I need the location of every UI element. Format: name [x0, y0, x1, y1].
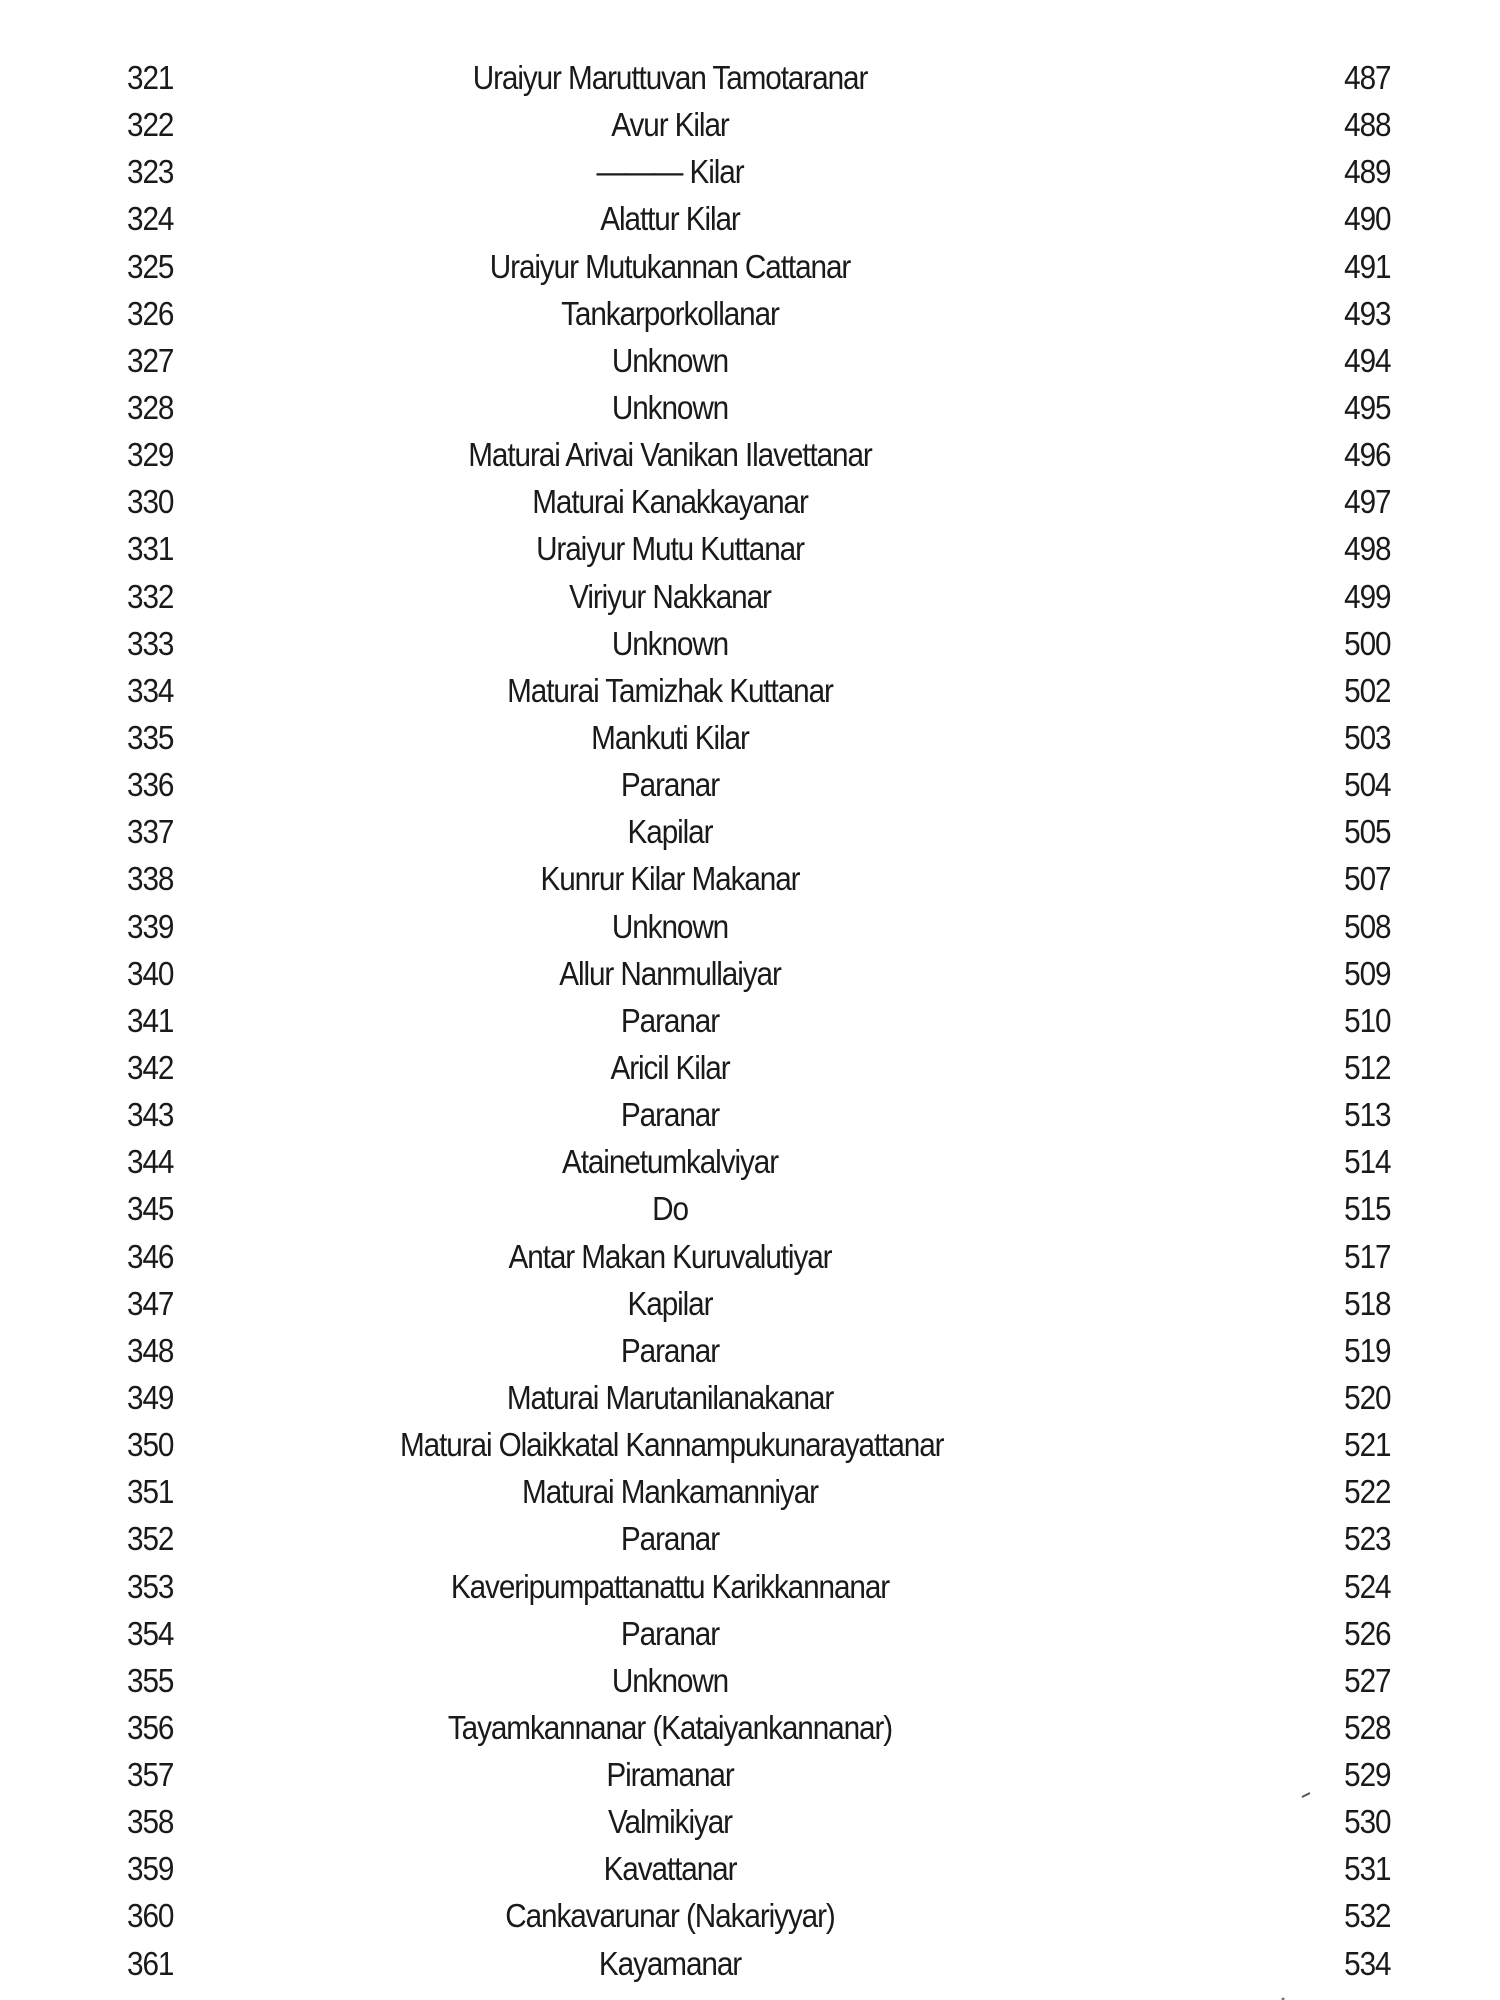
- poem-number: 340: [127, 954, 174, 992]
- page-number: 497: [1343, 483, 1390, 521]
- author-name: Paranar: [620, 1614, 720, 1652]
- author-name: ——— Kilar: [596, 153, 744, 191]
- table-row: [0, 667, 1500, 714]
- author-name: Uraiyur Mutukannan Cattanar: [489, 247, 851, 285]
- author-name: Kunrur Kilar Makanar: [540, 860, 800, 898]
- poem-number: 346: [127, 1237, 174, 1275]
- table-row: [0, 195, 1500, 242]
- author-name: Kaveripumpattanattu Karikkannanar: [450, 1567, 890, 1605]
- author-name: Mankuti Kilar: [591, 718, 749, 756]
- author-name: Aricil Kilar: [610, 1048, 730, 1086]
- poem-number: 330: [127, 483, 174, 521]
- table-row: [0, 1704, 1500, 1751]
- table-row: [0, 903, 1500, 950]
- poem-number: 352: [127, 1520, 174, 1558]
- author-name: Cankavarunar (Nakariyyar): [505, 1897, 835, 1935]
- author-name: Tankarporkollanar: [561, 294, 779, 332]
- table-row: [0, 290, 1500, 337]
- table-row: [0, 243, 1500, 290]
- table-row: [0, 1138, 1500, 1185]
- table-row: [0, 855, 1500, 902]
- table-row: [0, 1327, 1500, 1374]
- poem-number: 358: [127, 1803, 174, 1841]
- author-name: Do: [652, 1190, 688, 1228]
- page-number: 493: [1343, 294, 1390, 332]
- page-number: 504: [1343, 766, 1390, 804]
- page-number: 522: [1343, 1473, 1390, 1511]
- table-row: [0, 1940, 1500, 1987]
- author-name: Maturai Mankamanniyar: [522, 1473, 818, 1511]
- table-row: [0, 1845, 1500, 1892]
- table-row: [0, 1563, 1500, 1610]
- page-number: 523: [1343, 1520, 1390, 1558]
- page-number: 534: [1343, 1944, 1390, 1982]
- poem-number: 324: [127, 200, 174, 238]
- author-name: Avur Kilar: [611, 106, 729, 144]
- table-row: [0, 761, 1500, 808]
- table-row: [0, 431, 1500, 478]
- page-number: 509: [1343, 954, 1390, 992]
- author-name: Allur Nanmullaiyar: [559, 954, 781, 992]
- page-number: 508: [1343, 907, 1390, 945]
- author-name: Tayamkannanar (Kataiyankannanar): [447, 1708, 893, 1746]
- author-name: Viriyur Nakkanar: [569, 577, 771, 615]
- poem-number: 322: [127, 106, 174, 144]
- page-number: 521: [1343, 1426, 1390, 1464]
- author-name: Uraiyur Maruttuvan Tamotaranar: [472, 59, 868, 96]
- table-row: [0, 1798, 1500, 1845]
- poem-number: 323: [127, 153, 174, 191]
- page-number: 505: [1343, 813, 1390, 851]
- page-number: 528: [1343, 1708, 1390, 1746]
- table-row: [0, 573, 1500, 620]
- poem-number: 357: [127, 1756, 174, 1794]
- page-number: 526: [1343, 1614, 1390, 1652]
- poem-number: 348: [127, 1331, 174, 1369]
- poem-number: 328: [127, 388, 174, 426]
- page-number: 519: [1343, 1331, 1390, 1369]
- poem-number: 338: [127, 860, 174, 898]
- poem-author-index-table: [0, 54, 1500, 1987]
- author-name: Paranar: [620, 1001, 720, 1039]
- author-name: Kapilar: [627, 813, 713, 851]
- page-number: 520: [1343, 1378, 1390, 1416]
- poem-number: 331: [127, 530, 174, 568]
- table-row: [0, 1610, 1500, 1657]
- table-row: [0, 620, 1500, 667]
- author-name: Alattur Kilar: [600, 200, 740, 238]
- poem-number: 336: [127, 766, 174, 804]
- page-number: 524: [1343, 1567, 1390, 1605]
- author-name: Maturai Arivai Vanikan Ilavettanar: [468, 436, 872, 474]
- author-name: Kavattanar: [603, 1850, 737, 1888]
- author-name: Antar Makan Kuruvalutiyar: [508, 1237, 832, 1275]
- page-number: 491: [1343, 247, 1390, 285]
- poem-number: 341: [127, 1001, 174, 1039]
- page-number: 489: [1343, 153, 1390, 191]
- poem-number: 337: [127, 813, 174, 851]
- table-row: [0, 101, 1500, 148]
- poem-number: 321: [127, 59, 174, 96]
- page-number: 488: [1343, 106, 1390, 144]
- poem-number: 355: [127, 1661, 174, 1699]
- author-name: Kapilar: [627, 1284, 713, 1322]
- author-name: Unknown: [611, 341, 729, 379]
- author-name: Paranar: [620, 766, 720, 804]
- table-row: [0, 1515, 1500, 1562]
- page-number: 502: [1343, 671, 1390, 709]
- page-number: 513: [1343, 1096, 1390, 1134]
- table-row: [0, 478, 1500, 525]
- page-number: 495: [1343, 388, 1390, 426]
- page-number: 500: [1343, 624, 1390, 662]
- page-number: 496: [1343, 436, 1390, 474]
- table-row: [0, 525, 1500, 572]
- table-row: [0, 148, 1500, 195]
- page-number: 532: [1343, 1897, 1390, 1935]
- poem-number: 345: [127, 1190, 174, 1228]
- page-number: 527: [1343, 1661, 1390, 1699]
- poem-number: 347: [127, 1284, 174, 1322]
- poem-number: 354: [127, 1614, 174, 1652]
- poem-number: 343: [127, 1096, 174, 1134]
- author-name: Unknown: [611, 1661, 729, 1699]
- poem-number: 342: [127, 1048, 174, 1086]
- poem-number: 344: [127, 1143, 174, 1181]
- author-name: Maturai Tamizhak Kuttanar: [507, 671, 833, 709]
- poem-number: 334: [127, 671, 174, 709]
- page-number: 514: [1343, 1143, 1390, 1181]
- poem-number: 326: [127, 294, 174, 332]
- table-row: [0, 384, 1500, 431]
- author-name: Paranar: [620, 1096, 720, 1134]
- author-name: Uraiyur Mutu Kuttanar: [536, 530, 804, 568]
- table-row: [0, 1280, 1500, 1327]
- page-number: 503: [1343, 718, 1390, 756]
- table-row: [0, 950, 1500, 997]
- poem-number: 325: [127, 247, 174, 285]
- poem-number: 349: [127, 1378, 174, 1416]
- author-name: Maturai Marutanilanakanar: [506, 1378, 834, 1416]
- table-row: [0, 1892, 1500, 1939]
- poem-number: 333: [127, 624, 174, 662]
- table-row: [0, 1233, 1500, 1280]
- table-row: [0, 808, 1500, 855]
- table-row: [0, 54, 1500, 101]
- table-row: [0, 1657, 1500, 1704]
- poem-number: 329: [127, 436, 174, 474]
- page-number: 498: [1343, 530, 1390, 568]
- poem-number: 327: [127, 341, 174, 379]
- page-number: 530: [1343, 1803, 1390, 1841]
- poem-number: 350: [127, 1426, 174, 1464]
- table-row: [0, 1751, 1500, 1798]
- author-name: Maturai Olaikkatal Kannampukunarayattanar: [400, 1426, 944, 1464]
- author-name: Kayamanar: [598, 1944, 742, 1982]
- poem-number: 356: [127, 1708, 174, 1746]
- poem-number: 332: [127, 577, 174, 615]
- page-number: 490: [1343, 200, 1390, 238]
- page-number: 499: [1343, 577, 1390, 615]
- page-number: 531: [1343, 1850, 1390, 1888]
- page-number: 487: [1343, 59, 1390, 96]
- page-number: 517: [1343, 1237, 1390, 1275]
- author-name: Piramanar: [606, 1756, 734, 1794]
- table-row: [0, 714, 1500, 761]
- page-number: 510: [1343, 1001, 1390, 1039]
- author-name: Paranar: [620, 1520, 720, 1558]
- page-number: 515: [1343, 1190, 1390, 1228]
- poem-number: 360: [127, 1897, 174, 1935]
- table-row: [0, 1044, 1500, 1091]
- poem-number: 339: [127, 907, 174, 945]
- table-row: [0, 1374, 1500, 1421]
- author-name: Unknown: [611, 907, 729, 945]
- poem-number: 353: [127, 1567, 174, 1605]
- page-number: 512: [1343, 1048, 1390, 1086]
- author-name: Unknown: [611, 624, 729, 662]
- table-row: [0, 1421, 1500, 1468]
- table-row: [0, 1091, 1500, 1138]
- poem-number: 359: [127, 1850, 174, 1888]
- table-row: [0, 1468, 1500, 1515]
- table-row: [0, 1185, 1500, 1232]
- page-number: 529: [1343, 1756, 1390, 1794]
- author-name: Valmikiyar: [608, 1803, 732, 1841]
- table-row: [0, 337, 1500, 384]
- page-number: 518: [1343, 1284, 1390, 1322]
- poem-number: 361: [127, 1944, 174, 1982]
- author-name: Unknown: [611, 388, 729, 426]
- page-number: 507: [1343, 860, 1390, 898]
- author-name: Paranar: [620, 1331, 720, 1369]
- poem-number: 335: [127, 718, 174, 756]
- poem-number: 351: [127, 1473, 174, 1511]
- author-name: Atainetumkalviyar: [561, 1143, 779, 1181]
- author-name: Maturai Kanakkayanar: [532, 483, 808, 521]
- table-row: [0, 997, 1500, 1044]
- page-number: 494: [1343, 341, 1390, 379]
